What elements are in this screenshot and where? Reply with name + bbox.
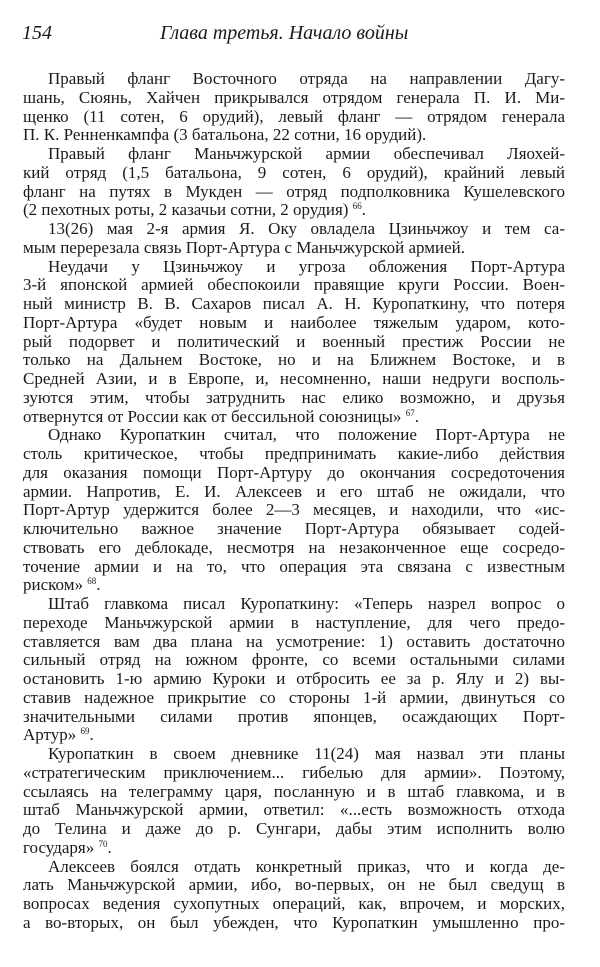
line-text: Правый фланг Маньчжурской армии обеспечивал Ляохей-: [48, 144, 565, 163]
text-line: [23, 239, 565, 258]
line-text: только на Дальнем Востоке, но и на Ближнем Востоке, и в: [23, 350, 565, 370]
text-line: [23, 164, 565, 183]
line-text: штаб Маньчжурской армии, ответил: «...есть возможность отхода: [23, 800, 565, 820]
line-text: для оказания помощи Порт-Артуру до окончания сосредоточения: [23, 462, 565, 482]
text-line: [23, 333, 565, 352]
line-text: фланг на путях в Мукден — отряд подполковника Кушелевского: [23, 181, 565, 201]
page-number: 154: [22, 22, 52, 44]
text-line: [23, 89, 565, 108]
text-line: [23, 314, 565, 333]
line-text: значительными силами против японцев, осаждающих Порт-: [23, 706, 565, 726]
text-line: [23, 70, 565, 89]
line-text: отвернутся от России как от бессильной союзницы»: [23, 406, 402, 426]
line-text: кий отряд (1,5 батальона, 9 сотен, 6 орудий), крайний левый: [23, 162, 565, 182]
text-line: [23, 914, 565, 933]
text-line: [23, 651, 565, 670]
line-text: столь критическое, чтобы предпринимать какие-либо действия: [23, 444, 565, 463]
line-text: Артур»: [23, 725, 77, 745]
text-line: [23, 783, 565, 802]
text-line: [23, 858, 565, 877]
footnote-ref: 67: [405, 407, 415, 418]
line-text: «стратегическим приключением... гибелью для армии». Поэтому,: [23, 762, 565, 782]
text-line: [23, 745, 565, 764]
text-line: [23, 764, 565, 783]
paragraph: [23, 258, 565, 427]
line-text: Неудачи у Цзиньчжоу и угроза обложения Порт-Артура: [48, 256, 565, 276]
line-text: Средней Азии, и в Европе, и, несомненно, наши недруги восполь-: [23, 369, 565, 388]
text-line: [23, 389, 565, 408]
line-punctuation: .: [361, 200, 366, 220]
text-line: [23, 426, 565, 445]
line-punctuation: .: [107, 837, 112, 857]
text-line: [23, 595, 565, 614]
text-line: [23, 408, 565, 427]
line-text: остановить 1-ю армию Куроки и отбросить ее за р. Ялу и 2) вы-: [23, 669, 565, 688]
text-line: [23, 445, 565, 464]
line-text: шань, Сюянь, Хайчен прикрывался отрядом генерала П. И. Ми-: [23, 87, 565, 107]
text-line: [23, 576, 565, 595]
line-text: ный министр В. В. Сахаров писал А. Н. Куропаткину, что потеря: [23, 294, 565, 313]
line-text: ставляется вам два плана на усмотрение: 1) оставить достаточно: [23, 631, 565, 651]
paragraph: [23, 70, 565, 145]
line-text: (2 пехотных роты, 2 казачьи сотни, 2 орудия): [23, 200, 349, 220]
text-line: [23, 689, 565, 708]
text-line: [23, 276, 565, 295]
line-text: а во-вторых, он был убежден, что Куропаткин умышленно про-: [23, 912, 565, 932]
paragraph: [23, 858, 565, 933]
text-line: [23, 483, 565, 502]
running-title: Глава третья. Начало войны: [160, 22, 409, 44]
text-line: [23, 520, 565, 539]
line-text: Порт-Артура «будет новым и наиболее тяжелым ударом, кото-: [23, 312, 565, 332]
line-text: вопросах ведения сухопутных операций, как, впрочем, и морских,: [23, 894, 565, 913]
text-line: [23, 614, 565, 633]
paragraph: [23, 745, 565, 858]
line-text: 3-й японской армией обеспокоили правящие круги России. Воен-: [23, 275, 565, 295]
line-text: Штаб главкома писал Куропаткину: «Теперь назрел вопрос о: [48, 594, 565, 613]
line-punctuation: .: [96, 575, 101, 595]
line-text: Порт-Артур удержится более 2—3 месяцев, и находили, что «ис-: [23, 500, 565, 520]
line-punctuation: .: [414, 406, 419, 426]
page-body: [23, 70, 565, 933]
text-line: [23, 801, 565, 820]
line-text: 13(26) мая 2-я армия Я. Оку овладела Цзиньчжоу и тем са-: [48, 219, 565, 238]
footnote-ref: 69: [80, 726, 90, 737]
footnote-ref: 66: [352, 201, 362, 212]
line-text: армии. Напротив, Е. И. Алексеев и его штаб не ожидали, что: [23, 481, 565, 501]
text-line: [23, 501, 565, 520]
footnote-ref: 68: [87, 576, 97, 587]
text-line: [23, 464, 565, 483]
text-line: [23, 726, 565, 745]
line-text: Правый фланг Восточного отряда на направлении Дагу-: [48, 69, 565, 88]
line-text: ставив надежное прикрытие со стороны 1-й армии, двинуться со: [23, 687, 565, 707]
text-line: [23, 108, 565, 127]
text-line: [23, 220, 565, 239]
line-text: Куропаткин в своем дневнике 11(24) мая назвал эти планы: [48, 744, 565, 763]
text-line: [23, 820, 565, 839]
text-line: [23, 876, 565, 895]
line-text: П. К. Ренненкампфа (3 батальона, 22 сотни, 16 орудий).: [23, 125, 427, 145]
line-text: ссылаясь на телеграмму царя, посланную и в штаб главкома, и в: [23, 781, 565, 801]
text-line: [23, 145, 565, 164]
text-line: [23, 839, 565, 858]
line-punctuation: .: [89, 725, 94, 745]
text-line: [23, 295, 565, 314]
line-text: лать Маньчжурской армии, ибо, во-первых, он не был сведущ в: [23, 875, 565, 895]
line-text: ключительно важное значение Порт-Артура обязывает содей-: [23, 519, 565, 538]
line-text: риском»: [23, 575, 83, 595]
line-text: Однако Куропаткин считал, что положение Порт-Артура не: [48, 425, 565, 445]
line-text: до Телина и даже до р. Сунгари, дабы этим исполнить волю: [23, 819, 565, 838]
text-line: [23, 708, 565, 727]
text-line: [23, 539, 565, 558]
paragraph: [23, 145, 565, 220]
paragraph: [23, 426, 565, 595]
paragraph: [23, 595, 565, 745]
text-line: [23, 126, 565, 145]
line-text: сильный отряд на южном фронте, со всеми остальными силами: [23, 650, 565, 670]
text-line: [23, 633, 565, 652]
text-line: [23, 258, 565, 277]
line-text: Алексеев боялся отдать конкретный приказ, что и когда де-: [48, 856, 565, 876]
line-text: точение армии и на то, что операция эта связана с известным: [23, 556, 565, 576]
text-line: [23, 895, 565, 914]
text-line: [23, 370, 565, 389]
text-line: [23, 558, 565, 577]
text-line: [23, 351, 565, 370]
line-text: мым перерезала связь Порт-Артура с Маньчжурской армией.: [23, 237, 466, 257]
footnote-ref: 70: [98, 838, 108, 849]
text-line: [23, 670, 565, 689]
line-text: государя»: [23, 837, 95, 857]
text-line: [23, 201, 565, 220]
line-text: щенко (11 сотен, 6 орудий), левый фланг — отрядом генерала: [23, 106, 565, 126]
text-line: [23, 183, 565, 202]
line-text: рый подорвет и политический и военный престиж России не: [23, 331, 565, 351]
paragraph: [23, 220, 565, 258]
line-text: зуются этим, чтобы затруднить нас елико возможно, и друзья: [23, 387, 565, 407]
line-text: переходе Маньчжурской армии в наступление, для чего предо-: [23, 612, 565, 632]
line-text: ствовать его деблокаде, несмотря на незаконченное еще сосредо-: [23, 537, 565, 557]
